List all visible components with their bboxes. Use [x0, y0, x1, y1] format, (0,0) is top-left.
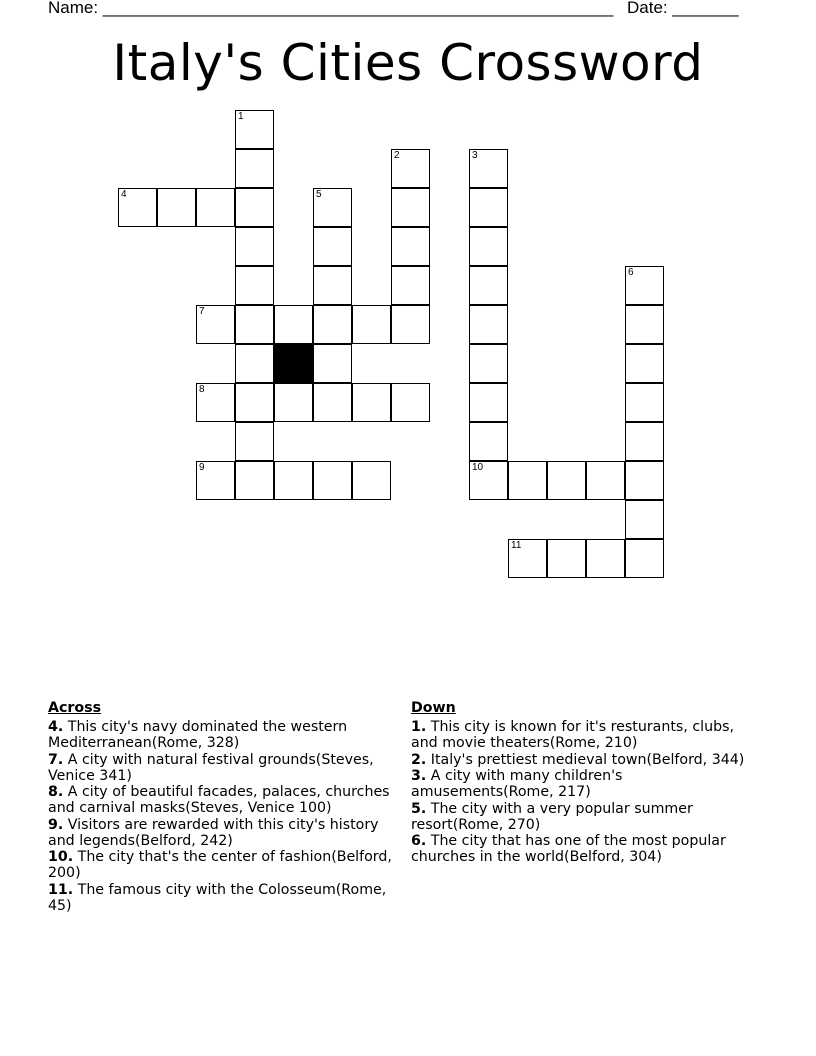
clue-number-label: 1. [411, 719, 427, 735]
down-clue [411, 833, 761, 865]
clue-number-label: 7. [48, 751, 64, 768]
grid-cell[interactable] [625, 422, 664, 461]
grid-cell[interactable] [157, 188, 196, 227]
grid-cell[interactable] [469, 344, 508, 383]
across-clue-list [48, 719, 398, 914]
grid-cell[interactable] [313, 266, 352, 305]
grid-cell[interactable] [235, 461, 274, 500]
grid-cell[interactable] [352, 383, 391, 422]
down-clue [411, 752, 761, 768]
clue-number: 3 [472, 150, 478, 161]
clue-number-label: 5. [411, 800, 427, 817]
grid-cell[interactable] [196, 305, 235, 344]
clue-text: Visitors are rewarded with this city's history and legends(Belford, 242) [48, 816, 379, 849]
grid-cell[interactable] [586, 461, 625, 500]
grid-cell[interactable] [625, 344, 664, 383]
grid-cell[interactable] [391, 227, 430, 266]
across-clue [48, 752, 398, 784]
clue-text: A city with natural festival grounds(Steves, Venice 341) [48, 751, 374, 784]
grid-cell[interactable] [235, 266, 274, 305]
grid-cell[interactable] [625, 461, 664, 500]
down-clues [411, 700, 761, 866]
across-clue [48, 849, 398, 881]
clue-number: 5 [316, 189, 322, 200]
grid-cell[interactable] [625, 266, 664, 305]
grid-cell[interactable] [196, 188, 235, 227]
clue-text: The city that has one of the most popular churches in the world(Belford, 304) [411, 833, 726, 865]
grid-cell[interactable] [586, 539, 625, 578]
clue-text: A city of beautiful facades, palaces, churches and carnival masks(Steves, Venice 100) [48, 784, 390, 816]
clue-text: Italy's prettiest medieval town(Belford, 344) [426, 751, 745, 768]
grid-cell[interactable] [469, 305, 508, 344]
grid-cell[interactable] [235, 149, 274, 188]
grid-cell[interactable] [469, 188, 508, 227]
across-clues [48, 700, 398, 914]
grid-cell[interactable] [313, 461, 352, 500]
grid-cell[interactable] [235, 422, 274, 461]
page-title: Italy's Cities Crossword [112, 34, 704, 92]
clue-number: 7 [199, 306, 205, 317]
down-clue [411, 801, 761, 833]
grid-cell[interactable] [274, 305, 313, 344]
grid-cell[interactable] [235, 227, 274, 266]
down-heading: Down [411, 700, 456, 716]
grid-cell[interactable] [469, 422, 508, 461]
clue-number: 9 [199, 462, 205, 473]
clue-number-label: 4. [48, 719, 64, 735]
clue-number-label: 9. [48, 816, 64, 833]
across-clue [48, 882, 398, 914]
grid-cell[interactable] [625, 305, 664, 344]
grid-cell[interactable] [625, 539, 664, 578]
grid-cell[interactable] [235, 344, 274, 383]
clue-number: 2 [394, 150, 400, 161]
grid-cell[interactable] [235, 188, 274, 227]
name-field-label: Name: ______________________________________________________ [48, 0, 614, 17]
clue-number: 10 [472, 462, 484, 473]
clue-text: This city is known for it's resturants, clubs, and movie theaters(Rome, 210) [411, 719, 734, 751]
clue-number: 11 [511, 540, 522, 551]
across-clue [48, 784, 398, 816]
grid-cell[interactable] [352, 461, 391, 500]
across-clue [48, 817, 398, 849]
grid-cell[interactable] [391, 149, 430, 188]
clue-text: This city's navy dominated the western Mediterranean(Rome, 328) [48, 719, 348, 751]
clue-text: The city with a very popular summer resort(Rome, 270) [411, 800, 693, 833]
clue-text: The city that's the center of fashion(Belford, 200) [48, 849, 392, 881]
grid-cell[interactable] [235, 383, 274, 422]
clue-number: 6 [628, 267, 634, 278]
clue-number: 1 [238, 111, 244, 122]
grid-cell[interactable] [547, 461, 586, 500]
across-heading: Across [48, 700, 102, 716]
date-field-label: Date: _______ [627, 0, 739, 17]
grid-cell[interactable] [391, 383, 430, 422]
grid-cell[interactable] [196, 461, 235, 500]
grid-cell[interactable] [313, 305, 352, 344]
grid-cell[interactable] [547, 539, 586, 578]
grid-cell[interactable] [469, 149, 508, 188]
clue-number: 4 [121, 189, 127, 200]
clue-number-label: 8. [48, 784, 64, 800]
grid-cell[interactable] [469, 266, 508, 305]
grid-cell[interactable] [391, 188, 430, 227]
grid-cell[interactable] [469, 383, 508, 422]
grid-cell[interactable] [391, 305, 430, 344]
clue-text: A city with many children's amusements(Rome, 217) [411, 768, 623, 800]
clue-text: The famous city with the Colosseum(Rome, 45) [48, 881, 387, 914]
grid-cell[interactable] [313, 227, 352, 266]
grid-cell[interactable] [469, 461, 508, 500]
down-clue [411, 719, 761, 751]
grid-cell[interactable] [235, 305, 274, 344]
across-clue [48, 719, 398, 751]
grid-cell[interactable] [274, 383, 313, 422]
grid-cell[interactable] [313, 383, 352, 422]
clue-number-label: 3. [411, 768, 427, 784]
down-clue [411, 768, 761, 800]
grid-cell[interactable] [625, 383, 664, 422]
down-clue-list [411, 719, 761, 865]
grid-cell[interactable] [313, 188, 352, 227]
grid-cell[interactable] [469, 227, 508, 266]
grid-cell[interactable] [508, 461, 547, 500]
grid-cell[interactable] [625, 500, 664, 539]
grid-cell[interactable] [274, 461, 313, 500]
grid-cell[interactable] [196, 383, 235, 422]
grid-cell[interactable] [352, 305, 391, 344]
grid-cell[interactable] [391, 266, 430, 305]
clue-number-label: 6. [411, 833, 427, 849]
clue-number: 8 [199, 384, 205, 395]
clue-number-label: 2. [411, 751, 427, 768]
grid-cell[interactable] [118, 188, 157, 227]
clue-number-label: 10. [48, 849, 74, 865]
grid-cell[interactable] [508, 539, 547, 578]
grid-cell[interactable] [313, 344, 352, 383]
clue-number-label: 11. [48, 881, 74, 898]
grid-cell[interactable] [235, 110, 274, 149]
black-square [274, 344, 313, 383]
